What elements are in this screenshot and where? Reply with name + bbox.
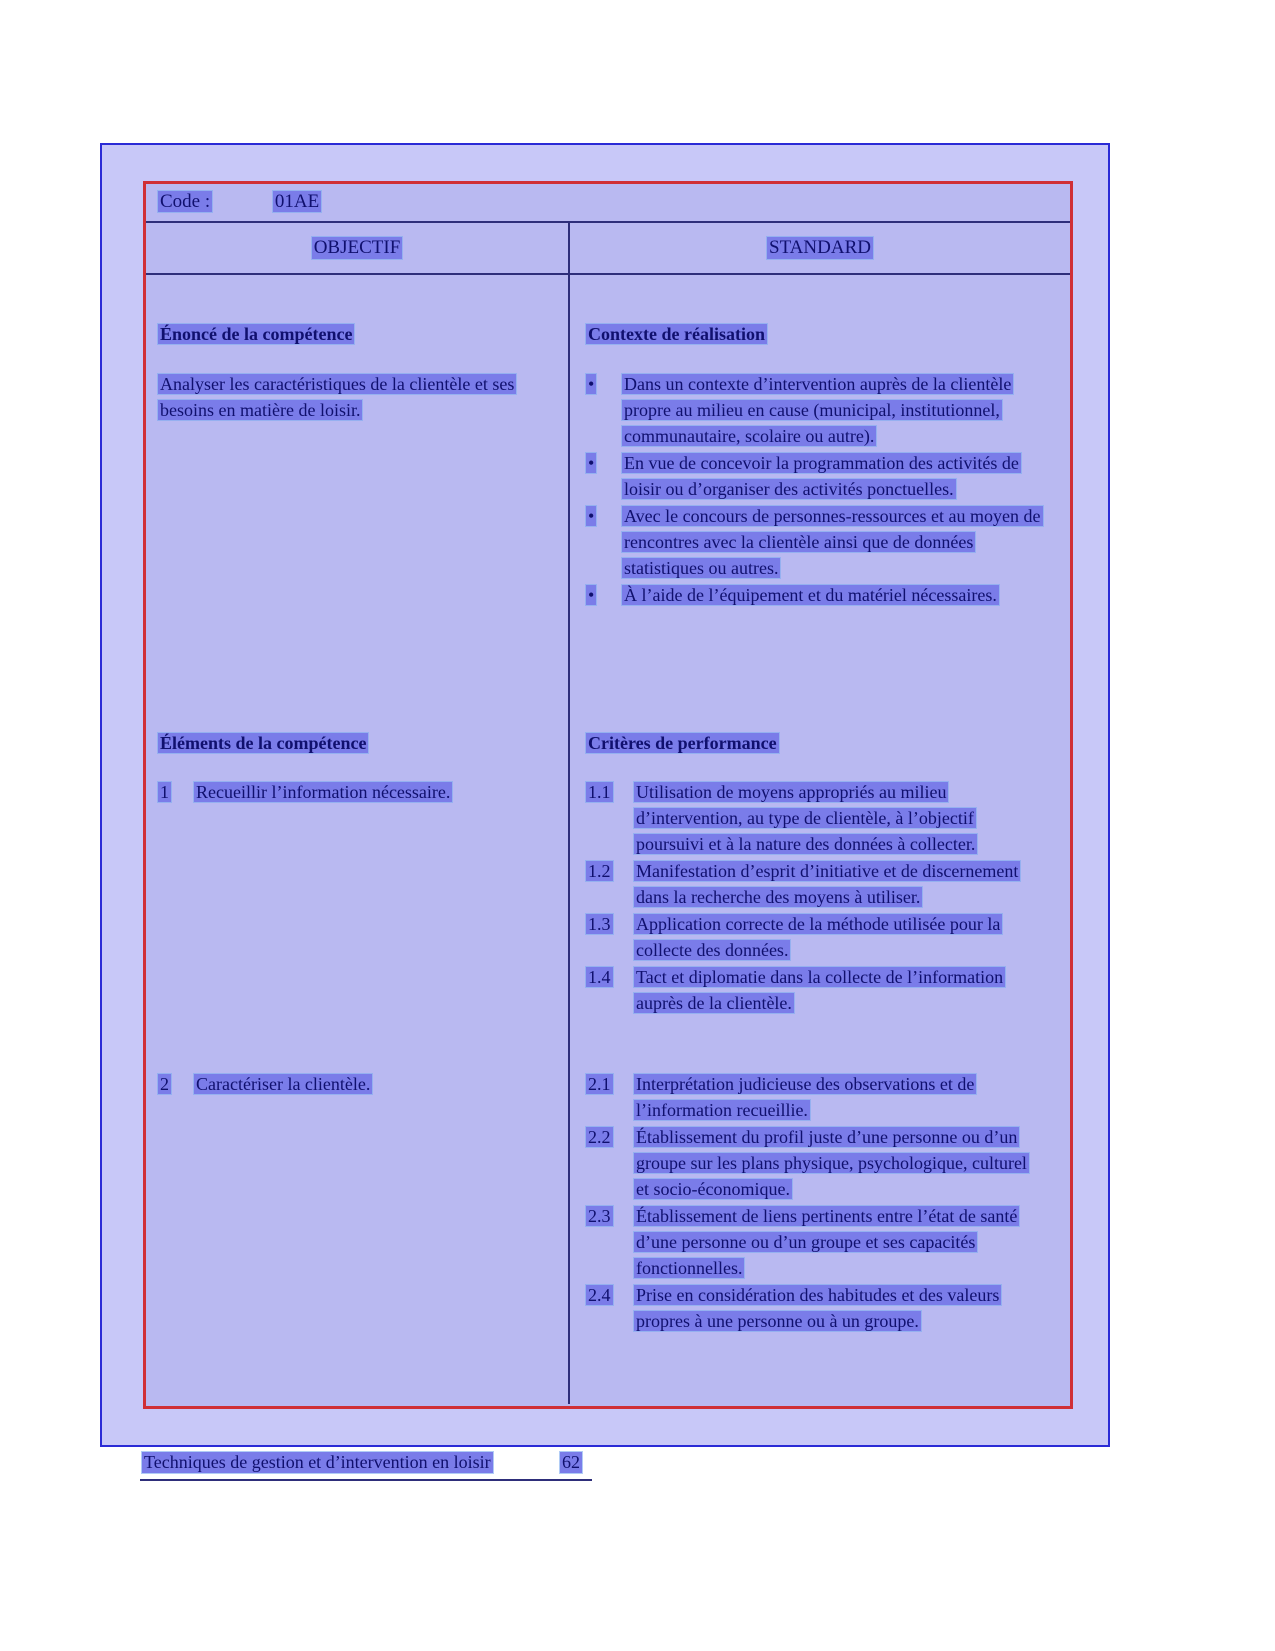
element-item-2 bbox=[158, 1071, 558, 1098]
list-item bbox=[586, 1124, 1041, 1202]
footer-page-number: 62 bbox=[562, 1452, 580, 1472]
competence-statement-text: Analyser les caractéristiques de la clientèle et ses besoins en matière de loisir. bbox=[160, 374, 515, 420]
list-item bbox=[158, 1071, 558, 1097]
objectif-header-cell bbox=[146, 223, 570, 273]
criteria-group-2 bbox=[586, 1071, 1041, 1335]
bullet-icon bbox=[586, 450, 622, 476]
list-item bbox=[158, 779, 558, 805]
footer-title: Techniques de gestion et d’intervention en loisir bbox=[144, 1452, 491, 1472]
list-item bbox=[586, 582, 1041, 608]
criterion-text-content: Utilisation de moyens appropriés au milieu d’intervention, au type de clientèle, à l’objectif poursuivi et à la nature des données à collecter. bbox=[636, 782, 976, 854]
elements-heading-label: Éléments de la compétence bbox=[160, 733, 367, 753]
bullet-text bbox=[622, 371, 1041, 449]
criterion-number bbox=[586, 964, 634, 990]
code-row bbox=[146, 184, 1070, 223]
criterion-text-content: Tact et diplomatie dans la collecte de l’information auprès de la clientèle. bbox=[636, 967, 1004, 1013]
criterion-number-text: 2.3 bbox=[588, 1206, 611, 1226]
content-panel bbox=[100, 143, 1110, 1447]
element-number-text: 1 bbox=[160, 782, 169, 802]
competency-table bbox=[143, 181, 1073, 1409]
criterion-number bbox=[586, 858, 634, 884]
table-body bbox=[146, 275, 1070, 1404]
list-item bbox=[586, 1203, 1041, 1281]
criterion-text-content: Application correcte de la méthode utilisée pour la collecte des données. bbox=[636, 914, 1001, 960]
bullet-text bbox=[622, 450, 1041, 502]
criterion-number-text: 1.4 bbox=[588, 967, 611, 987]
bullet-text-content: En vue de concevoir la programmation des activités de loisir ou d’organiser des activités ponctuelles. bbox=[624, 453, 1019, 499]
element-text bbox=[194, 779, 558, 805]
bullet-glyph: • bbox=[588, 453, 595, 473]
criterion-number bbox=[586, 1124, 634, 1150]
bullet-icon bbox=[586, 582, 622, 608]
criteres-heading-label: Critères de performance bbox=[588, 733, 777, 753]
competence-heading-label: Énoncé de la compétence bbox=[160, 324, 353, 344]
column-divider bbox=[568, 275, 570, 1404]
bullet-text-content: À l’aide de l’équipement et du matériel nécessaires. bbox=[624, 585, 997, 605]
bullet-text bbox=[622, 503, 1041, 581]
element-number bbox=[158, 1071, 194, 1097]
standard-header-label: STANDARD bbox=[769, 237, 871, 258]
bullet-icon bbox=[586, 371, 622, 397]
list-item bbox=[586, 779, 1041, 857]
list-item bbox=[586, 503, 1041, 581]
criterion-number bbox=[586, 1071, 634, 1097]
list-item bbox=[586, 911, 1041, 963]
criterion-text bbox=[634, 1071, 1041, 1123]
bullet-glyph: • bbox=[588, 506, 595, 526]
element-item-1 bbox=[158, 779, 558, 806]
criterion-text bbox=[634, 1124, 1041, 1202]
criterion-text-content: Établissement de liens pertinents entre l’état de santé d’une personne ou d’un groupe et ses capacités fonctionnelles. bbox=[636, 1206, 1018, 1278]
criterion-number-text: 2.2 bbox=[588, 1127, 611, 1147]
criterion-text bbox=[634, 779, 1041, 857]
element-text-content: Recueillir l’information nécessaire. bbox=[196, 782, 451, 802]
competence-statement bbox=[158, 371, 543, 423]
criterion-number bbox=[586, 1282, 634, 1308]
list-item bbox=[586, 1282, 1041, 1334]
list-item bbox=[586, 1071, 1041, 1123]
bullet-glyph: • bbox=[588, 374, 595, 394]
criterion-text bbox=[634, 1203, 1041, 1281]
criterion-text-content: Prise en considération des habitudes et des valeurs propres à une personne ou à un groupe. bbox=[636, 1285, 1000, 1331]
criterion-number bbox=[586, 1203, 634, 1229]
standard-header-cell bbox=[570, 223, 1070, 273]
criterion-text bbox=[634, 964, 1041, 1016]
element-text-content: Caractériser la clientèle. bbox=[196, 1074, 371, 1094]
contexte-bullet-list bbox=[586, 371, 1041, 609]
criterion-text bbox=[634, 1282, 1041, 1334]
bullet-text-content: Dans un contexte d’intervention auprès de la clientèle propre au milieu en cause (municipal, institutionnel, communautaire, scolaire ou autre). bbox=[624, 374, 1012, 446]
list-item bbox=[586, 858, 1041, 910]
elements-heading bbox=[158, 730, 558, 756]
list-item bbox=[586, 450, 1041, 502]
bullet-text bbox=[622, 582, 1041, 608]
contexte-heading-label: Contexte de réalisation bbox=[588, 324, 765, 344]
code-value: 01AE bbox=[274, 191, 320, 212]
criterion-number-text: 2.4 bbox=[588, 1285, 611, 1305]
criterion-number-text: 1.3 bbox=[588, 914, 611, 934]
column-header-row bbox=[146, 223, 1070, 275]
competence-heading bbox=[158, 321, 558, 347]
criterion-text bbox=[634, 858, 1041, 910]
criterion-text-content: Établissement du profil juste d’une personne ou d’un groupe sur les plans physique, psychologique, culturel et socio-économique. bbox=[636, 1127, 1027, 1199]
criteria-group-1 bbox=[586, 779, 1041, 1017]
bullet-icon bbox=[586, 503, 622, 529]
criterion-text-content: Interprétation judicieuse des observations et de l’information recueillie. bbox=[636, 1074, 975, 1120]
criteres-heading bbox=[586, 730, 1041, 756]
element-number bbox=[158, 779, 194, 805]
element-text bbox=[194, 1071, 558, 1097]
page-footer bbox=[140, 1452, 592, 1481]
list-item bbox=[586, 964, 1041, 1016]
element-number-text: 2 bbox=[160, 1074, 169, 1094]
criterion-text-content: Manifestation d’esprit d’initiative et de discernement dans la recherche des moyens à utiliser. bbox=[636, 861, 1019, 907]
criterion-number-text: 2.1 bbox=[588, 1074, 611, 1094]
criterion-number bbox=[586, 911, 634, 937]
criterion-number bbox=[586, 779, 634, 805]
objectif-header-label: OBJECTIF bbox=[313, 237, 401, 258]
criterion-number-text: 1.2 bbox=[588, 861, 611, 881]
criterion-number-text: 1.1 bbox=[588, 782, 611, 802]
criterion-text bbox=[634, 911, 1041, 963]
code-label: Code : bbox=[160, 191, 211, 212]
bullet-glyph: • bbox=[588, 585, 595, 605]
list-item bbox=[586, 371, 1041, 449]
contexte-heading bbox=[586, 321, 1041, 347]
bullet-text-content: Avec le concours de personnes-ressources et au moyen de rencontres avec la clientèle ainsi que de données statistiques ou autres. bbox=[624, 506, 1041, 578]
